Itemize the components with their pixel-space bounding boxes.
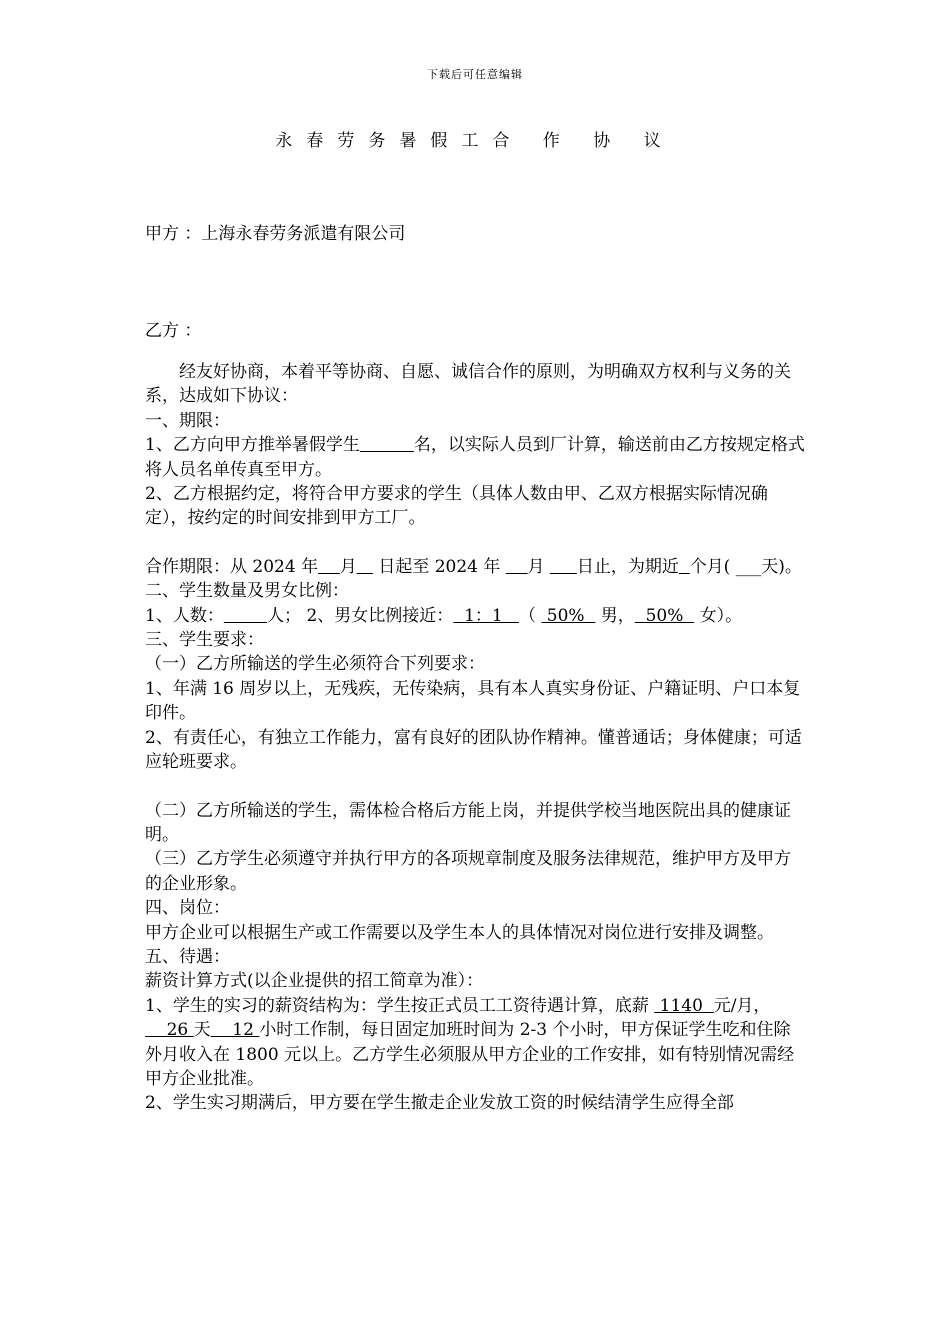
section-3-sub-3: （三）乙方学生必须遵守并执行甲方的各项规章制度及服务法律规范，维护甲方及甲方的企业形象。 bbox=[145, 849, 791, 894]
section-3-sub-2: （二）乙方所输送的学生，需体检合格后方能上岗，并提供学校当地医院出具的健康证明。 bbox=[145, 800, 791, 845]
days-blank: ___ bbox=[730, 556, 762, 577]
gender-ratio: 1：1 bbox=[453, 605, 519, 626]
cooperation-term: 合作期限：从 2024 年 月 日起至 2024 年 月 日止，为期近 个月( ___天)。 bbox=[145, 556, 802, 577]
section-1-item-1: 1、乙方向甲方推举暑假学生 名，以实际人员到厂计算，输送前由乙方按规定格式将人员名单传真至甲方。 bbox=[145, 435, 805, 480]
agreement-body bbox=[145, 360, 805, 1116]
section-3-sub-1-heading: （一）乙方所输送的学生必须符合下列要求： bbox=[145, 654, 485, 675]
student-count-blank bbox=[360, 435, 414, 455]
salary-method: 薪资计算方式(以企业提供的招工简章为准）： bbox=[145, 971, 484, 992]
base-salary: 1140 bbox=[654, 995, 714, 1016]
start-day-blank bbox=[357, 557, 373, 577]
section-1-item-2: 2、乙方根据约定，将符合甲方要求的学生（具体人数由甲、乙双方根据实际情况确定），按约定的时间安排到甲方工厂。 bbox=[145, 484, 768, 529]
document-title: 永春劳务暑假工合 作 协 议 bbox=[275, 131, 675, 151]
headcount-blank bbox=[224, 606, 267, 626]
intro-paragraph: 经友好协商，本着平等协商、自愿、诚信合作的原则，为明确双方权利与义务的关系，达成如下协议： bbox=[145, 362, 791, 407]
section-5-item-2: 2、学生实习期满后，甲方要在学生撤走企业发放工资的时候结清学生应得全部 bbox=[145, 1093, 734, 1114]
section-3-heading: 三、学生要求： bbox=[145, 630, 264, 651]
party-a-line: 甲方 ：上海永春劳务派遣有限公司 bbox=[145, 224, 406, 244]
female-percentage: 50% bbox=[634, 605, 695, 626]
section-2-heading: 二、学生数量及男女比例： bbox=[145, 581, 349, 602]
section-2-item: 1、人数： 人； 2、男女比例接近： 1：1 （ 50% 男， 50% 女）。 bbox=[145, 605, 743, 626]
section-3-sub-1-item-2: 2、有责任心，有独立工作能力，富有良好的团队协作精神。懂普通话；身体健康；可适应轮班要求。 bbox=[145, 727, 802, 773]
header-note: 下载后可任意编辑 bbox=[427, 68, 523, 81]
male-percentage: 50% bbox=[541, 605, 596, 626]
section-4-paragraph: 甲方企业可以根据生产或工作需要以及学生本人的具体情况对岗位进行安排及调整。 bbox=[145, 922, 774, 943]
section-1-heading: 一、期限： bbox=[145, 410, 230, 431]
end-day-blank bbox=[550, 557, 577, 577]
start-month-blank bbox=[318, 557, 340, 577]
section-5-heading: 五、待遇： bbox=[145, 946, 230, 967]
section-3-sub-1-item-1: 1、年满 16 周岁以上，无残疾，无传染病，具有本人真实身份证、户籍证明、户口本复印件。 bbox=[145, 678, 801, 724]
section-4-heading: 四、岗位： bbox=[145, 898, 230, 919]
section-5-item-1: 1、学生的实习的薪资结构为：学生按正式员工工资待遇计算，底薪 1140 元/月， 26 天 12 小时工作制，每日固定加班时间为 2-3 个小时，甲方保证学生吃和住除外月收入在 1800 元以上。乙方学生必须服从甲方企业的工作安排，如有特别情况需经甲方企业批准。 bbox=[145, 995, 795, 1089]
end-month-blank bbox=[506, 557, 528, 577]
months-blank bbox=[679, 557, 690, 577]
work-days: 26 bbox=[145, 1020, 194, 1041]
work-hours: 12 bbox=[210, 1020, 260, 1041]
party-b-line: 乙方 ： bbox=[145, 321, 202, 341]
